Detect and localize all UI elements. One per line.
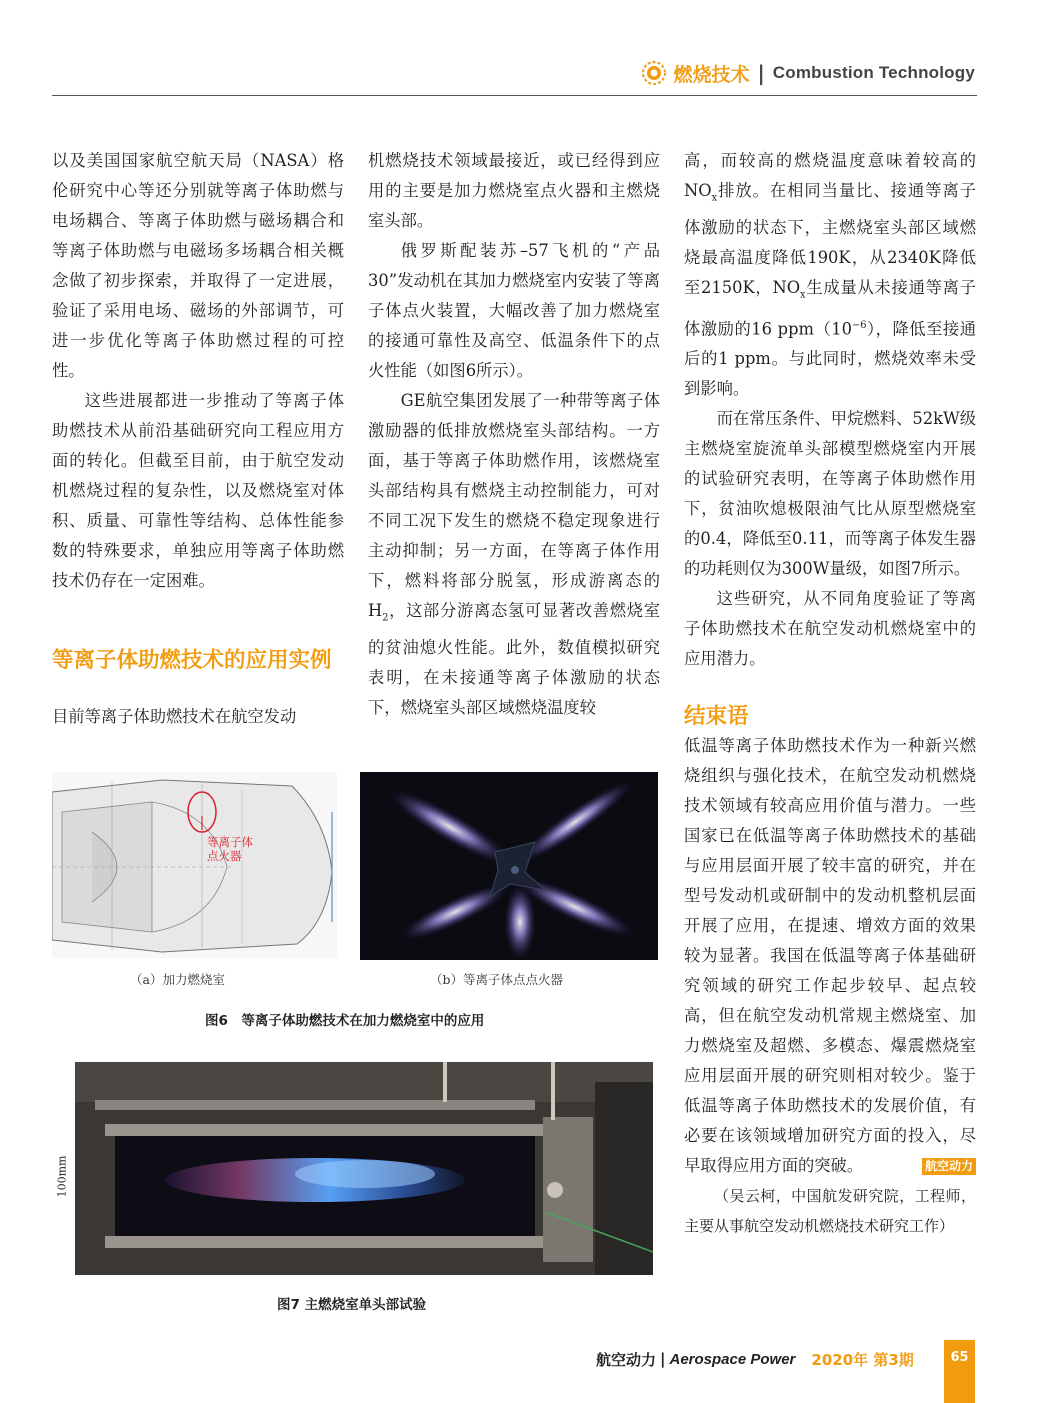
plasma-discharge-graphic	[360, 772, 658, 960]
figure-6-caption: 图6 等离子体助燃技术在加力燃烧室中的应用	[205, 1013, 485, 1029]
paragraph	[684, 731, 976, 1181]
text-column-3	[684, 146, 976, 674]
text-run: ），降低至接通后的1 ppm。与此同时，燃烧效率未受到影响。	[684, 318, 976, 398]
running-header	[641, 58, 975, 88]
text-column-1	[52, 146, 344, 596]
text-run: 生成量从未接通等离子体激励的16 ppm（10	[684, 278, 976, 338]
paragraph: 俄罗斯配装苏–57飞机的“产品30”发动机在其加力燃烧室内安装了等离子体点火装置，大幅改善了加力燃烧室的接通可靠性及高空、低温条件下的点火性能（如图6所示）。	[368, 241, 660, 380]
paragraph: 目前等离子体助燃技术在航空发动	[52, 707, 297, 726]
paragraph: 这些研究，从不同角度验证了等离子体助燃技术在航空发动机燃烧室中的应用潜力。	[684, 588, 976, 668]
combustor-rig-graphic	[75, 1062, 653, 1275]
afterburner-drawing	[52, 772, 337, 958]
text-run: 低温等离子体助燃技术作为一种新兴燃烧组织与强化技术，在航空发动机燃烧技术领域有较高应用价值与潜力。一些国家已在低温等离子体助燃技术的基础与应用层面开展了较丰富的研究，并在型号发动机或研制中的发动机整机层面开展了应用，在提速、增效方面的效果较为显著。我国在低温等离子体基础研究领域的研究工作起步较早、起点较高，但在航空发动机常规主燃烧室、加力燃烧室及超燃、多模态、爆震燃烧室应用层面开展的研究则相对较少。鉴于低温等离子体助燃技术的发展价值，有必要在该领域增加研究方面的投入，尽早取得应用方面的突破。	[684, 736, 976, 1175]
scale-label: 100mm	[55, 1155, 69, 1198]
figure-7-caption: 图7 主燃烧室单头部试验	[277, 1297, 427, 1313]
figure-6a-subcaption: （a）加力燃烧室	[130, 972, 225, 987]
text-run: 高，而较高的燃烧温度意味着较高的NO	[684, 151, 976, 200]
end-mark-badge: 航空动力	[922, 1158, 976, 1175]
text-run: ，这部分游离态氢可显著改善燃烧室的贫油熄火性能。此外，数值模拟研究表明，在未接通等离子体激励的状态下，燃烧室头部区域燃烧温度较	[368, 601, 660, 718]
section-heading: 结束语	[684, 704, 749, 729]
section-title-en: Combustion Technology	[772, 63, 975, 82]
figure-6b-subcaption: （b）等离子体点点火器	[430, 972, 564, 987]
figure-7-combustor-test-photo	[75, 1062, 653, 1275]
footer-separator: |	[660, 1350, 666, 1368]
text-column-2	[368, 146, 660, 723]
header-separator: |	[757, 61, 765, 85]
issue-number: 2020年 第3期	[811, 1350, 914, 1369]
author-note: （吴云柯，中国航发研究院，工程师，主要从事航空发动机燃烧技术研究工作）	[684, 1187, 976, 1235]
sun-logo-icon	[641, 60, 667, 86]
paragraph	[368, 386, 660, 723]
text-run: 排放。在相同当量比、接通等离子体激励的状态下，主燃烧室头部区域燃烧最高温度降低190K，从2340K降低至2150K，NO	[684, 181, 976, 298]
text-column-3-continued	[684, 731, 976, 1256]
section-heading: 等离子体助燃技术的应用实例	[52, 648, 332, 673]
paragraph: 以及美国国家航空航天局（NASA）格伦研究中心等还分别就等离子体助燃与电场耦合、等离子体助燃与磁场耦合和等离子体助燃与电磁场多场耦合相关概念做了初步探索，并取得了一定进展，验证了采用电场、磁场的外部调节，可进一步优化等离子体助燃过程的可控性。	[52, 151, 344, 380]
paragraph: 机燃烧技术领域最接近，或已经得到应用的主要是加力燃烧室点火器和主燃烧室头部。	[368, 151, 660, 230]
paragraph: 而在常压条件、甲烷燃料、52kW级主燃烧室旋流单头部模型燃烧室内开展的试验研究表明，在等离子体助燃作用下，贫油吹熄极限油气比从原型燃烧室的0.4，降低至0.11，而等离子体发生器的功耗则仅为300W量级，如图7所示。	[684, 408, 976, 578]
header-rule	[52, 95, 977, 96]
plasma-igniter-annotation: 等离子体 点火器	[207, 835, 253, 863]
section-title-cn: 燃烧技术	[673, 63, 750, 86]
paragraph	[684, 146, 976, 404]
journal-title-en: Aerospace Power	[669, 1350, 796, 1368]
journal-title-cn: 航空动力	[596, 1350, 657, 1369]
paragraph: 这些进展都进一步推动了等离子体助燃技术从前沿基础研究向工程应用方面的转化。但截至目前，由于航空发动机燃烧过程的复杂性，以及燃烧室对体积、质量、可靠性等结构、总体性能参数的特殊要求，单独应用等离子体助燃技术仍存在一定困难。	[52, 391, 344, 590]
figure-6b-plasma-igniter-photo	[360, 772, 658, 960]
running-footer	[596, 1348, 914, 1370]
page-number-tab	[944, 1340, 975, 1403]
text-run: GE航空集团发展了一种带等离子体激励器的低排放燃烧室头部结构。一方面，基于等离子体助燃作用，该燃烧室头部结构具有燃烧主动控制能力，可对不同工况下发生的燃烧不稳定现象进行主动抑制；另一方面，在等离子体作用下，燃料将部分脱氢，形成游离态的H	[368, 391, 660, 620]
figure-6a-afterburner-schematic	[52, 772, 337, 958]
subscript: x	[800, 289, 806, 301]
subscript: x	[711, 192, 718, 204]
page-number: 65	[950, 1350, 969, 1365]
subscript: 2	[382, 612, 389, 624]
superscript: −6	[852, 319, 867, 331]
